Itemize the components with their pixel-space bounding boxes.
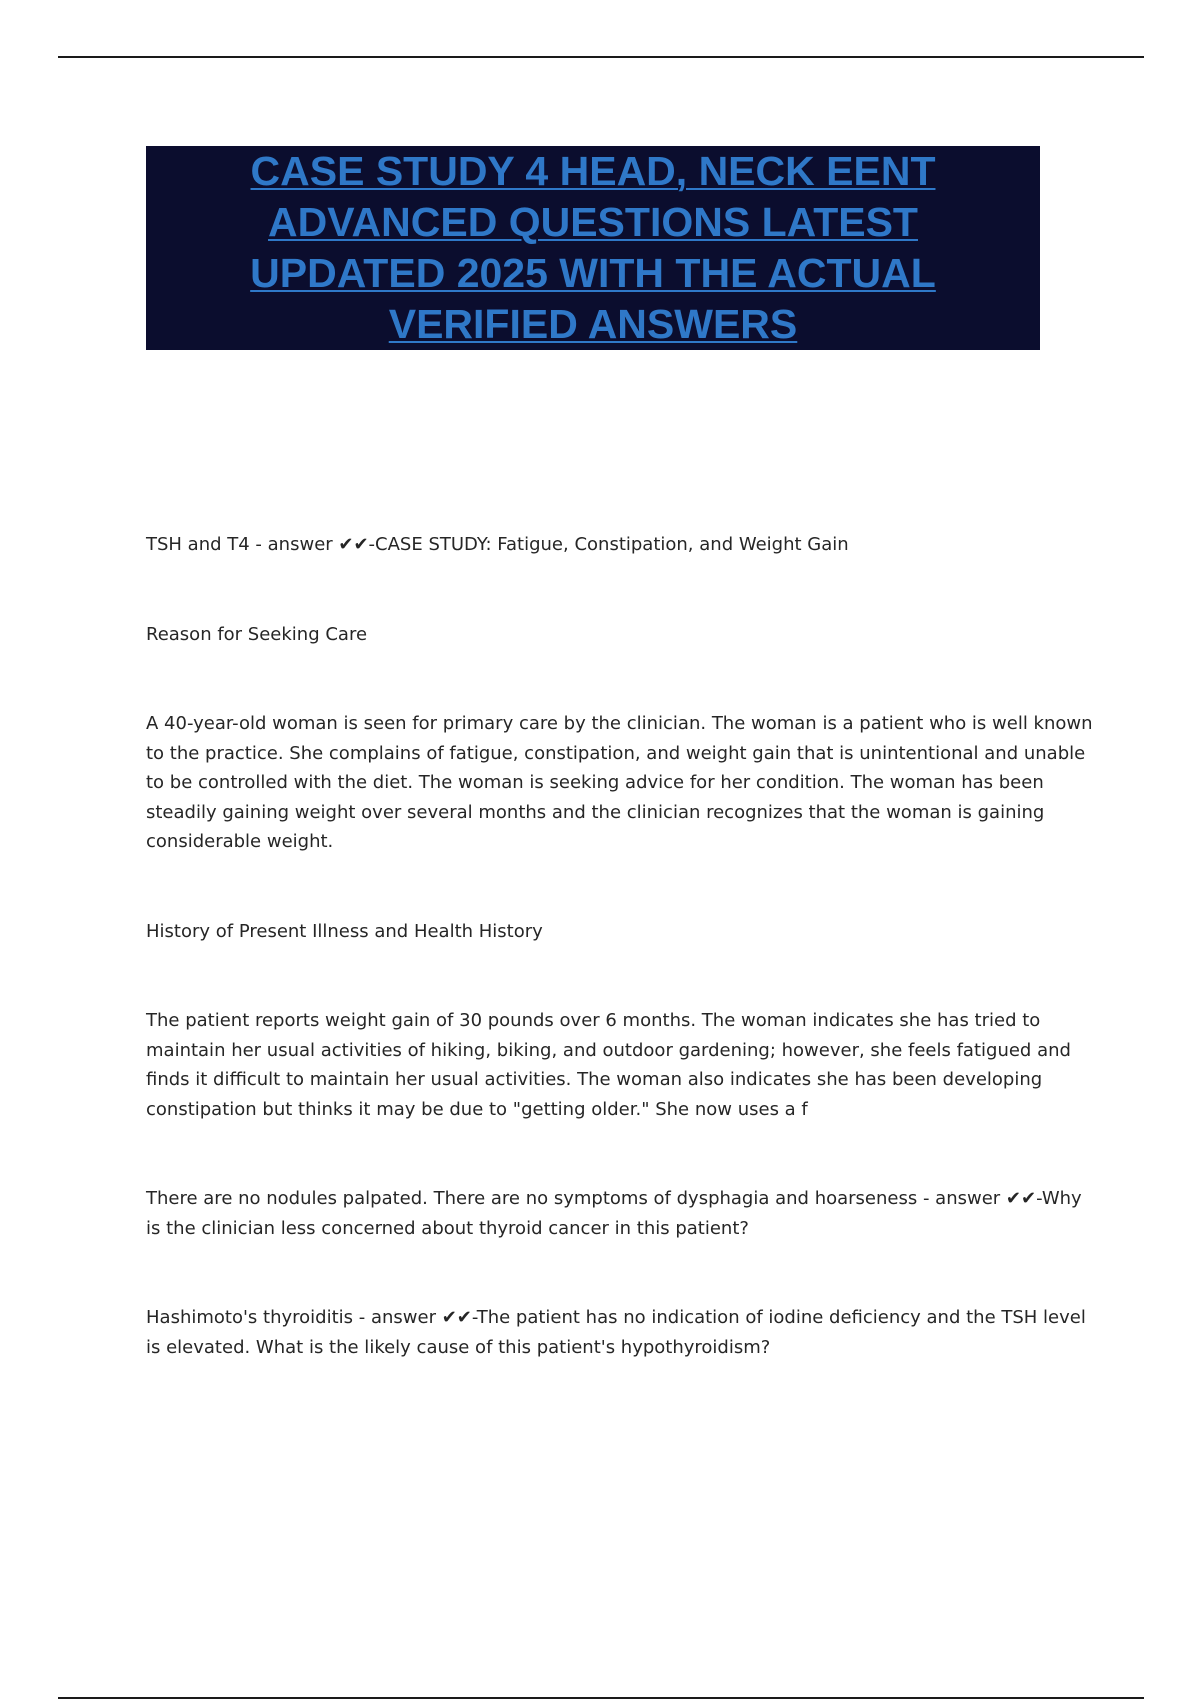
section-heading-history: History of Present Illness and Health History xyxy=(146,920,543,942)
bottom-divider xyxy=(58,1697,1144,1699)
title-banner xyxy=(146,146,1040,350)
top-divider xyxy=(58,56,1144,58)
section-heading-reason-for-care: Reason for Seeking Care xyxy=(146,623,368,645)
document-body xyxy=(146,530,1096,1422)
qa-item-thyroid-cancer: There are no nodules palpated. There are no symptoms of dysphagia and hoarseness - answer ✔✔-Why is the clinician less concerned about thyroid cancer in this patient? xyxy=(146,1188,1082,1239)
qa-item-hashimoto: Hashimoto's thyroiditis - answer ✔✔-The patient has no indication of iodine deficiency and the TSH level is elevated. What is the likely cause of this patient's hypothyroidism? xyxy=(146,1307,1086,1358)
document-title-link[interactable]: CASE STUDY 4 HEAD, NECK EENT ADVANCED QUESTIONS LATEST UPDATED 2025 WITH THE ACTUAL VERIFIED ANSWERS xyxy=(250,148,936,347)
qa-item-tsh-t4: TSH and T4 - answer ✔✔-CASE STUDY: Fatigue, Constipation, and Weight Gain xyxy=(146,534,849,555)
case-description-paragraph: A 40-year-old woman is seen for primary care by the clinician. The woman is a patient who is well known to the practice. She complains of fatigue, constipation, and weight gain that is unintentional and unable to be controlled with the diet. The woman is seeking advice for her condition. The woman has been steadily gaining weight over several months and the clinician recognizes that the woman is gaining considerable weight. xyxy=(146,713,1093,852)
history-paragraph: The patient reports weight gain of 30 pounds over 6 months. The woman indicates she has tried to maintain her usual activities of hiking, biking, and outdoor gardening; however, she feels fatigued and finds it difficult to maintain her usual activities. The woman also indicates she has been developing constipation but thinks it may be due to "getting older." She now uses a f xyxy=(146,1010,1071,1120)
